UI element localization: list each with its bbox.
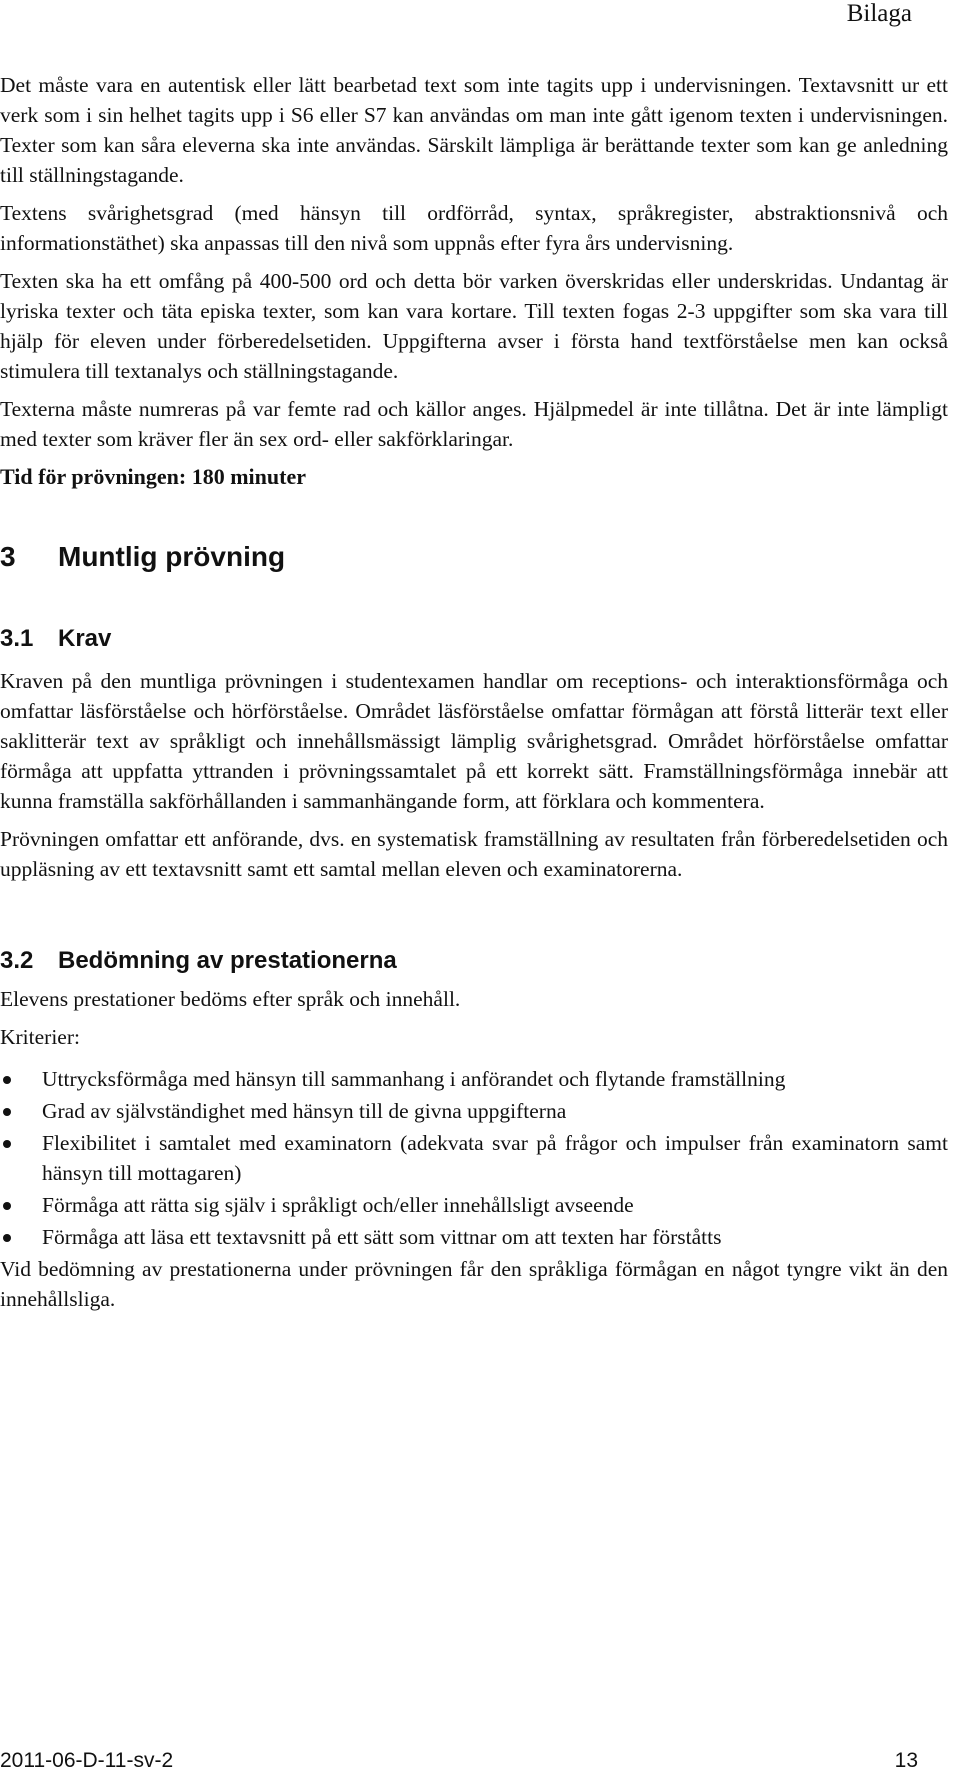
- paragraph-text-difficulty: Textens svårighetsgrad (med hänsyn till ordförråd, syntax, språkregister, abstraktionsnivå och informationstäthet) ska anpassas till den nivå som uppnås efter fyra års undervisning.: [0, 201, 948, 255]
- paragraph-assessment-intro: Elevens prestationer bedöms efter språk och innehåll.: [0, 987, 461, 1011]
- section-heading-3: [0, 540, 948, 574]
- paragraph-exam-contents: Prövningen omfattar ett anförande, dvs. en systematisk framställning av resultaten från förberedelsetiden och uppläsning av ett textavsnitt samt ett samtal mellan eleven och examinatorerna.: [0, 827, 948, 881]
- paragraph-assessment-closing: Vid bedömning av prestationerna under prövningen får den språkliga förmågan en något tyngre vikt än den innehållsliga.: [0, 1257, 948, 1311]
- criteria-list: [0, 1064, 948, 1252]
- paragraph-text-length: Texten ska ha ett omfång på 400-500 ord och detta bör varken överskridas eller underskridas. Undantag är lyriska texter och täta episka texter, som kan vara kortare. Till texten fogas 2-3 uppgifter som ska vara till hjälp för eleven under förberedelsetiden. Uppgifterna avser i första hand textförståelse men kan också stimulera till textanalys och ställningstagande.: [0, 269, 948, 383]
- section-title: Muntlig prövning: [58, 541, 286, 572]
- paragraph-text-source: Det måste vara en autentisk eller lätt bearbetad text som inte tagits upp i undervisningen. Textavsnitt ur ett verk som i sin helhet tagits upp i S6 eller S7 kan användas om man inte gått igenom texten i undervisningen. Texter som kan såra eleverna ska inte användas. Särskilt lämpliga är berättande texter som kan ge anledning till ställningstagande.: [0, 73, 948, 187]
- section-heading-3-1: [0, 624, 948, 654]
- footer-doc-id: 2011-06-D-11-sv-2: [0, 1749, 174, 1772]
- paragraph-text-numbering: Texterna måste numreras på var femte rad och källor anges. Hjälpmedel är inte tillåtna. Det är inte lämpligt med texter som kräver fler än sex ord- eller sakförklaringar.: [0, 397, 948, 451]
- criteria-label: Kriterier:: [0, 1025, 80, 1049]
- list-item: Förmåga att rätta sig själv i språkligt och/eller innehållsligt avseende: [0, 1190, 948, 1220]
- footer-page-number: 13: [894, 1749, 918, 1772]
- exam-duration: Tid för prövningen: 180 minuter: [0, 464, 306, 489]
- paragraph-requirements: Kraven på den muntliga prövningen i studentexamen handlar om receptions- och interaktionsförmåga och omfattar läsförståelse och hörförståelse. Området läsförståelse omfattar förmågan att förstå litterär text eller saklitterär text av språkligt och innehållsmässigt lämplig svårighetsgrad. Området hörförståelse omfattar förmåga att uppfatta yttranden i prövningssamtalet på ett korrekt sätt. Framställningsförmåga innebär att kunna framställa sakförhållanden i sammanhängande form, att förklara och kommentera.: [0, 669, 948, 813]
- list-item: Grad av självständighet med hänsyn till de givna uppgifterna: [0, 1096, 948, 1126]
- header-label: Bilaga: [846, 0, 912, 27]
- list-item: Uttrycksförmåga med hänsyn till sammanhang i anförandet och flytande framställning: [0, 1064, 948, 1094]
- section-number: 3.1: [0, 625, 34, 652]
- list-item: Flexibilitet i samtalet med examinatorn (adekvata svar på frågor och impulser från examinatorn samt hänsyn till mottagaren): [0, 1128, 948, 1188]
- list-item: Förmåga att läsa ett textavsnitt på ett sätt som vittnar om att texten har förståtts: [0, 1222, 948, 1252]
- document-body: [0, 70, 948, 1314]
- section-heading-3-2: [0, 946, 948, 976]
- section-number: 3: [0, 541, 16, 572]
- section-title: Krav: [58, 625, 112, 652]
- section-number: 3.2: [0, 947, 34, 974]
- section-title: Bedömning av prestationerna: [58, 947, 397, 974]
